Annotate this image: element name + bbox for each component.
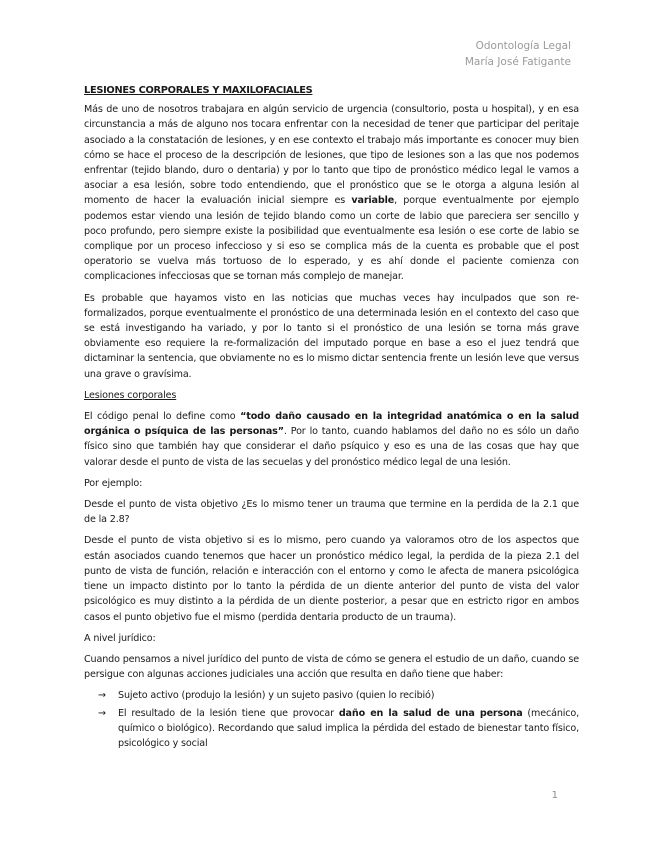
emphasis-variable: variable — [351, 195, 395, 207]
document-title: LESIONES CORPORALES Y MAXILOFACIALES — [84, 85, 313, 96]
definition-quote: “todo daño causado en la integridad anatómica o en la salud orgánica o psíquica de las personas” — [84, 411, 579, 438]
juridico-label: A nivel jurídico: — [84, 632, 156, 644]
emphasis-dano-salud: daño en la salud de una persona — [338, 707, 523, 719]
intro-paragraph-1: Más de uno de nosotros trabajara en algún servicio de urgencia (consultorio, posta u hospital), y en esa circunstancia a más de alguno nos tocara enfrentar con la necesidad de tener que participar del peritaje asociado a la constatación de lesiones, y en ese contexto el trabajo más importante es conocer muy bien cómo se hace el proceso de la descripción de lesiones, que tipo de lesiones son a las que nos podemos enfrentar (tejido blando, duro o dentaria) y por lo tanto que tipo de pronóstico médico legal le vamos a asociar a esa lesión, sobre todo entendiendo, que el pronóstico que se le otorga a alguna lesión al momento de hacer la evaluación inicial siempre es variable, porque eventualmente por ejemplo podemos estar viendo una lesión de tejido blando como un corte de labio que pareciera ser sencillo y poco profundo, pero siempre existe la posibilidad que eventualmente esa lesión o ese corte de labio se complique por un proceso infeccioso y si eso se complica más de la cuenta es probable que el post operatorio se vuelva más tortuoso de lo esperado, y es ahí donde el paciente comienza con complicaciones infecciosas que se tornan más complejo de manejar. — [84, 104, 579, 283]
page-number: 1 — [551, 790, 558, 801]
intro-paragraph-2: Es probable que hayamos visto en las noticias que muchas veces hay inculpados que son re-formalizados, porque eventualmente el pronóstico de una determinada lesión en el contexto del caso que se está investigando ha variado, y por lo tanto si el pronóstico de una lesión se torna más grave obviamente eso requiere la re-formalización del imputado porque en base a eso el juez tendrá que dictaminar la sentencia, que obviamente no es lo mismo dictar sentencia frente un lesión leve que versus una grave o gravísima. — [84, 292, 579, 380]
juridico-paragraph: Cuando pensamos a nivel jurídico del punto de vista de cómo se genera el estudio de un daño, cuando se persigue con algunas acciones judiciales una acción que resulta en daño tiene que haber: — [84, 653, 579, 681]
page-header — [465, 38, 571, 70]
list-item: → El resultado de la lesión tiene que provocar daño en la salud de una persona (mecánico, químico o biológico). Recordando que salud implica la pérdida del estado de bienestar tanto físico, psicológico y social — [98, 707, 580, 749]
document-body — [84, 83, 579, 753]
section-heading-lesiones: Lesiones corporales — [84, 389, 177, 401]
example-answer: Desde el punto de vista objetivo si es lo mismo, pero cuando ya valoramos otro de los aspectos que están asociados cuando tenemos que hacer un pronóstico médico legal, la perdida de la pieza 2.1 del punto de vista de función, relación e interacción con el entorno y como le afecta de manera psicológica tiene un impacto distinto por lo tanto la pérdida de un diente anterior del punto de vista del valor psicológico es muy distinto a la pérdida de un diente posterior, a pesar que en estricto rigor en ambos casos el punto objetivo fue el mismo (perdida dentaria producto de un trauma). — [84, 535, 579, 623]
requirements-list — [84, 688, 579, 751]
arrow-right-icon: → — [98, 690, 106, 702]
header-subject: Odontología Legal — [475, 40, 571, 52]
header-author: María José Fatigante — [464, 56, 571, 68]
lesiones-definition-paragraph: El código penal lo define como “todo daño causado en la integridad anatómica o en la salud orgánica o psíquica de las personas”. Por lo tanto, cuando hablamos del daño no es sólo un daño físico sino que también hay que considerar el daño psíquico y eso es una de las cosas que hay que valorar desde el punto de vista de las secuelas y del pronóstico médico legal de una lesión. — [84, 411, 579, 468]
example-label: Por ejemplo: — [84, 477, 143, 489]
arrow-right-icon: → — [98, 707, 106, 719]
example-question: Desde el punto de vista objetivo ¿Es lo mismo tener un trauma que termine en la perdida de la 2.1 que de la 2.8? — [84, 499, 579, 526]
list-item: → Sujeto activo (produjo la lesión) y un sujeto pasivo (quien lo recibió) — [98, 688, 579, 703]
